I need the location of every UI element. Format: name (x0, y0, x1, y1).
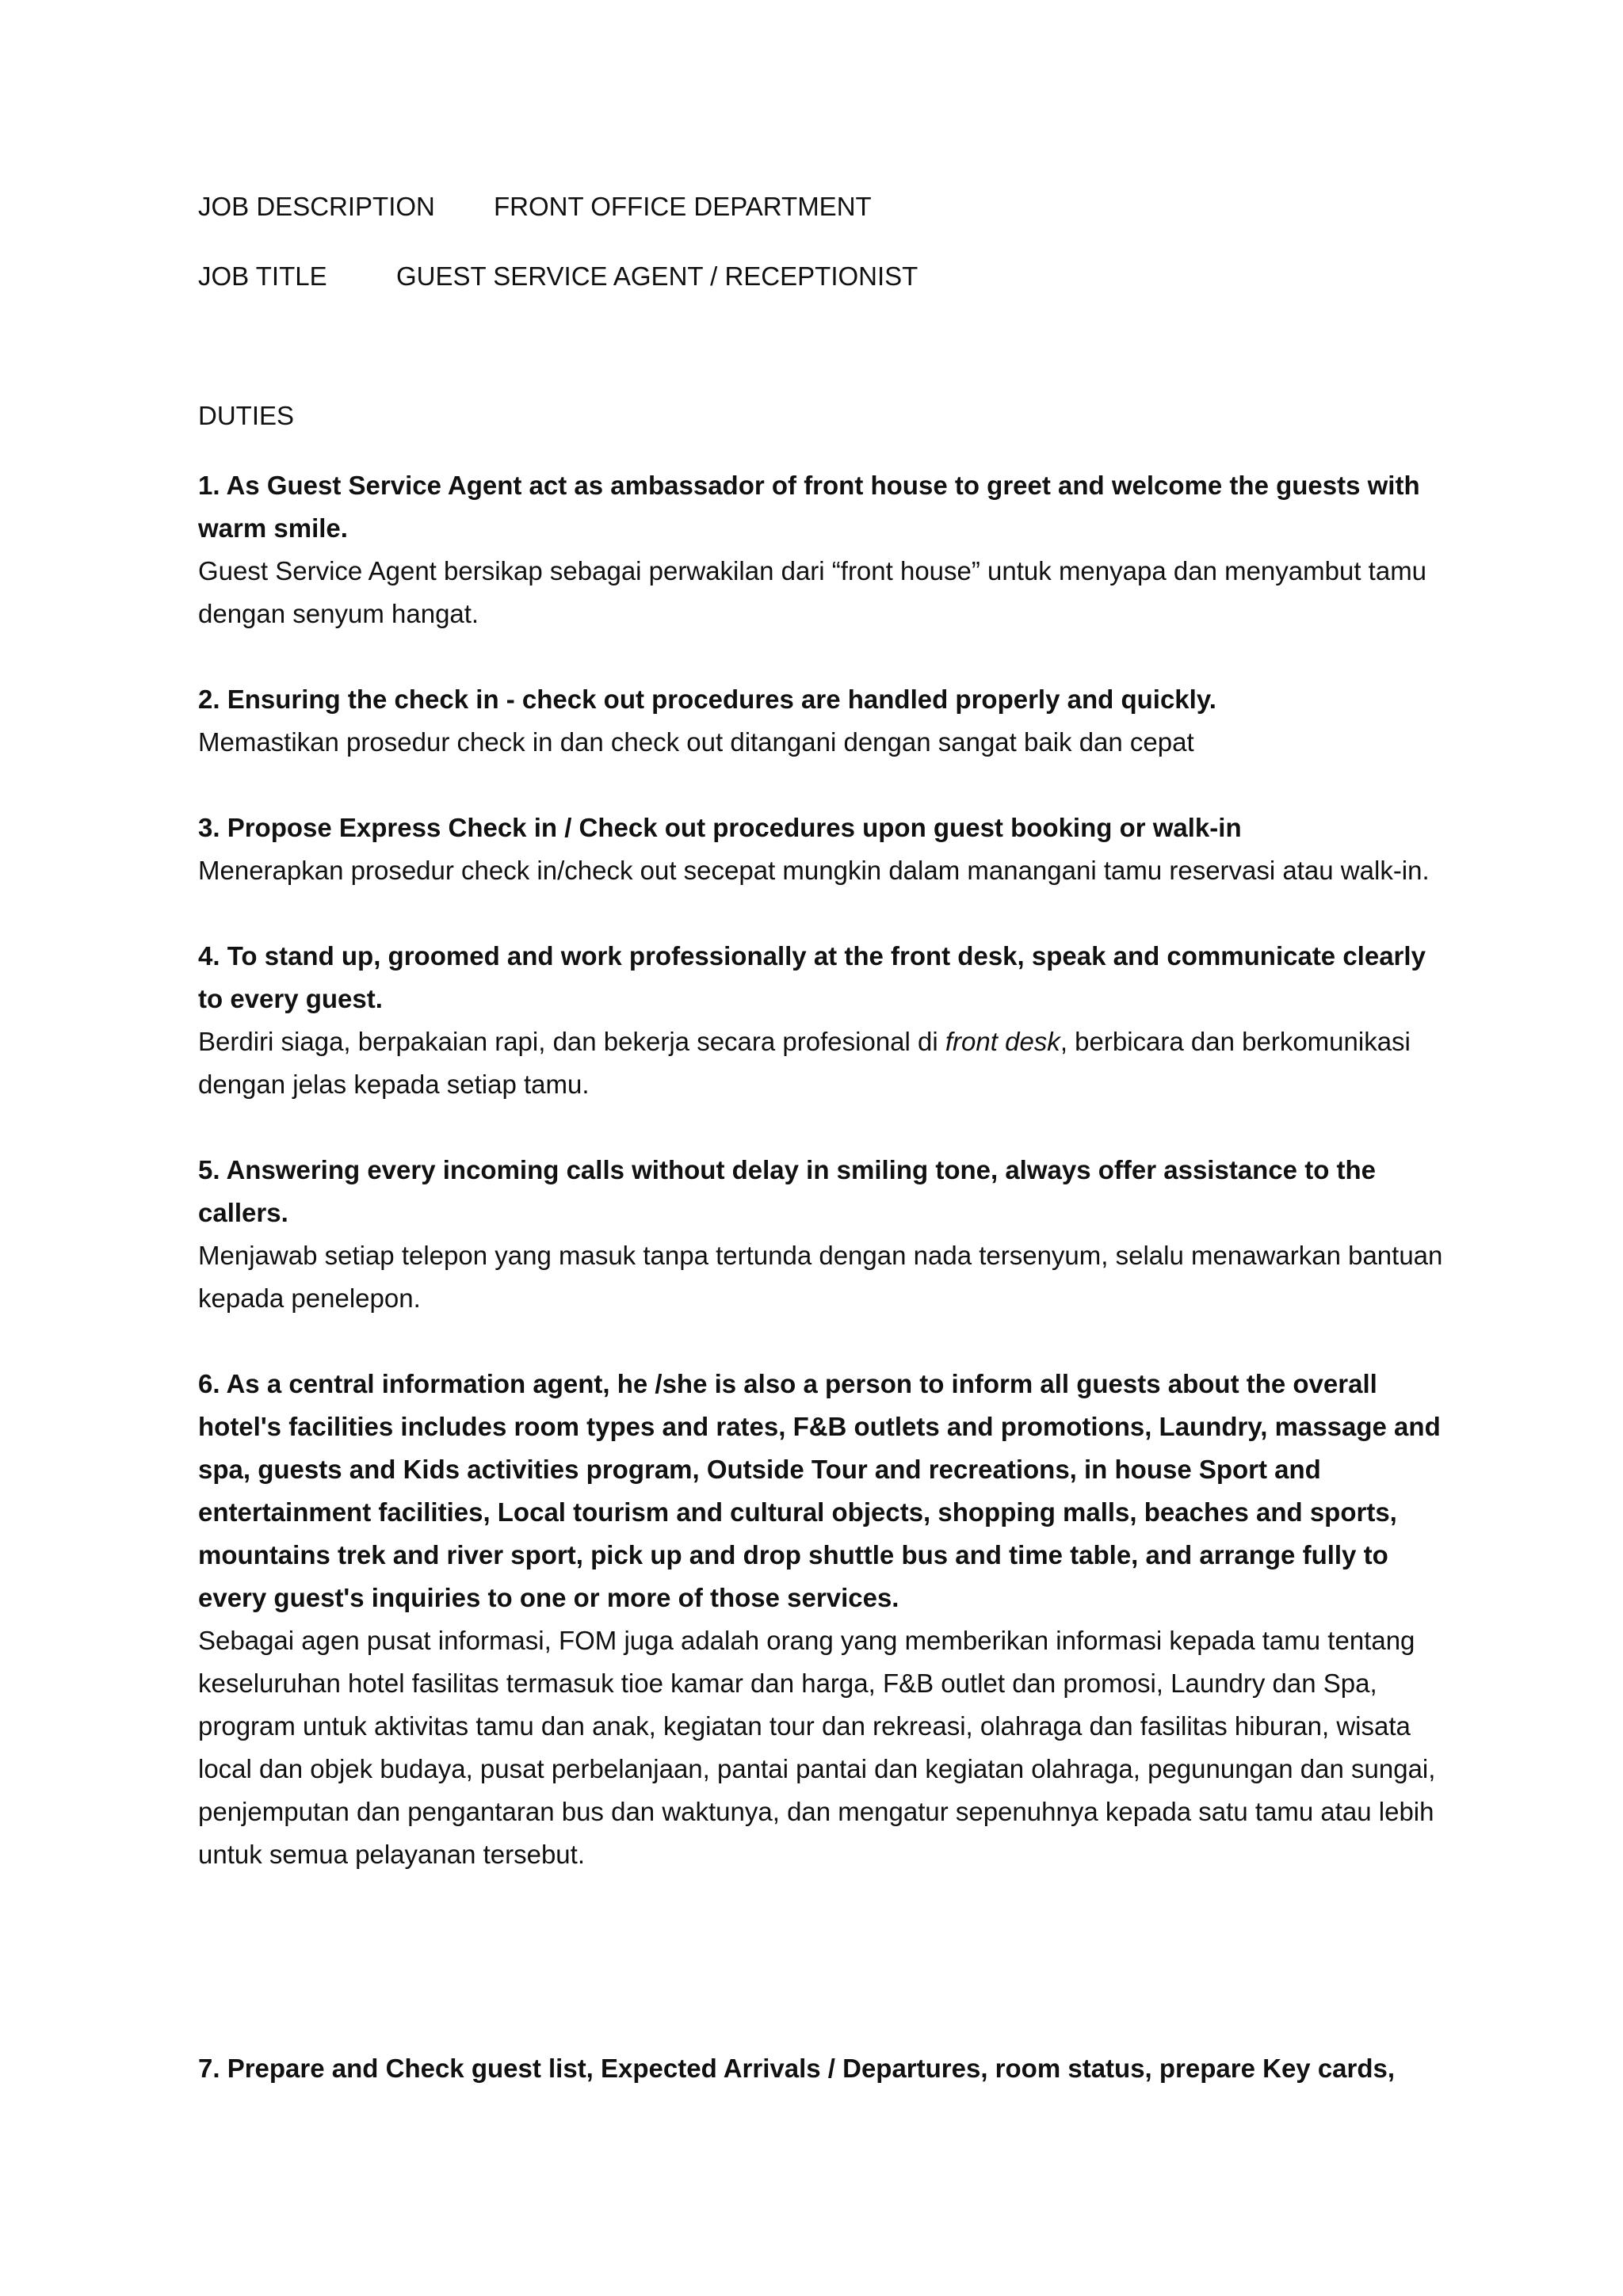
duty-5-english: 5. Answering every incoming calls without delay in smiling tone, always offer assistance to the callers. (198, 1155, 1377, 1227)
duty-1-indonesian: Guest Service Agent bersikap sebagai perwakilan dari “front house” untuk menyapa dan menyambut tamu dengan senyum hangat. (198, 556, 1427, 628)
job-title-label: JOB TITLE (198, 261, 327, 291)
document-content (198, 185, 1450, 2090)
duty-6-indonesian: Sebagai agen pusat informasi, FOM juga adalah orang yang memberikan informasi kepada tamu tentang keseluruhan hotel fasilitas termasuk tioe kamar dan harga, F&B outlet dan promosi, Laundry dan Spa, program untuk aktivitas tamu dan anak, kegiatan tour dan rekreasi, olahraga dan fasilitas hiburan, wisata local dan objek budaya, pusat perbelanjaan, pantai pantai dan kegiatan olahraga, pegunungan dan sungai, penjemputan dan pengantaran bus dan waktunya, dan mengatur sepenuhnya kepada satu tamu atau lebih untuk semua pelayanan tersebut. (198, 1626, 1436, 1869)
duty-2-indonesian: Memastikan prosedur check in dan check out ditangani dengan sangat baik dan cepat (198, 727, 1194, 757)
duty-3-indonesian: Menerapkan prosedur check in/check out secepat mungkin dalam manangani tamu reservasi atau walk-in. (198, 856, 1430, 885)
duty-3-english: 3. Propose Express Check in / Check out procedures upon guest booking or walk-in (198, 813, 1242, 842)
duty-item-3 (198, 807, 1450, 892)
job-description-row (198, 185, 1450, 228)
duty-item-2 (198, 678, 1450, 764)
department-value: FRONT OFFICE DEPARTMENT (494, 192, 872, 221)
duty-4-indonesian-part-1: Berdiri siaga, berpakaian rapi, dan bekerja secara profesional di (198, 1027, 945, 1056)
duty-4-indonesian-part-2: , berbicara dan berkomunikasi dengan jelas kepada setiap tamu. (198, 1027, 1411, 1099)
duty-item-1 (198, 464, 1450, 635)
duty-7-english: 7. Prepare and Check guest list, Expected Arrivals / Departures, room status, prepare Key cards, (198, 2054, 1396, 2083)
duty-item-6 (198, 1363, 1450, 1876)
duty-4-english: 4. To stand up, groomed and work professionally at the front desk, speak and communicate clearly to every guest. (198, 941, 1426, 1013)
job-title-value: GUEST SERVICE AGENT / RECEPTIONIST (396, 261, 918, 291)
duty-5-indonesian: Menjawab setiap telepon yang masuk tanpa tertunda dengan nada tersenyum, selalu menawarkan bantuan kepada penelepon. (198, 1241, 1443, 1313)
duty-1-english: 1. As Guest Service Agent act as ambassador of front house to greet and welcome the guests with warm smile. (198, 471, 1420, 543)
duty-item-7 (198, 2047, 1450, 2090)
duties-heading: DUTIES (198, 401, 295, 430)
duty-6-english: 6. As a central information agent, he /she is also a person to inform all guests about the overall hotel's facilities includes room types and rates, F&B outlets and promotions, Laundry, massage and spa, guests and Kids activities program, Outside Tour and recreations, in house Sport and entertainment facilities, Local tourism and cultural objects, shopping malls, beaches and sports, mountains trek and river sport, pick up and drop shuttle bus and time table, and arrange fully to every guest's inquiries to one or more of those services. (198, 1369, 1441, 1612)
duty-item-5 (198, 1149, 1450, 1320)
duty-item-4 (198, 935, 1450, 1106)
job-title-row (198, 255, 1450, 298)
job-description-label: JOB DESCRIPTION (198, 192, 435, 221)
duty-4-indonesian-italic: front desk (945, 1027, 1060, 1056)
duty-4-indonesian (198, 1020, 1450, 1106)
duty-2-english: 2. Ensuring the check in - check out procedures are handled properly and quickly. (198, 685, 1216, 714)
